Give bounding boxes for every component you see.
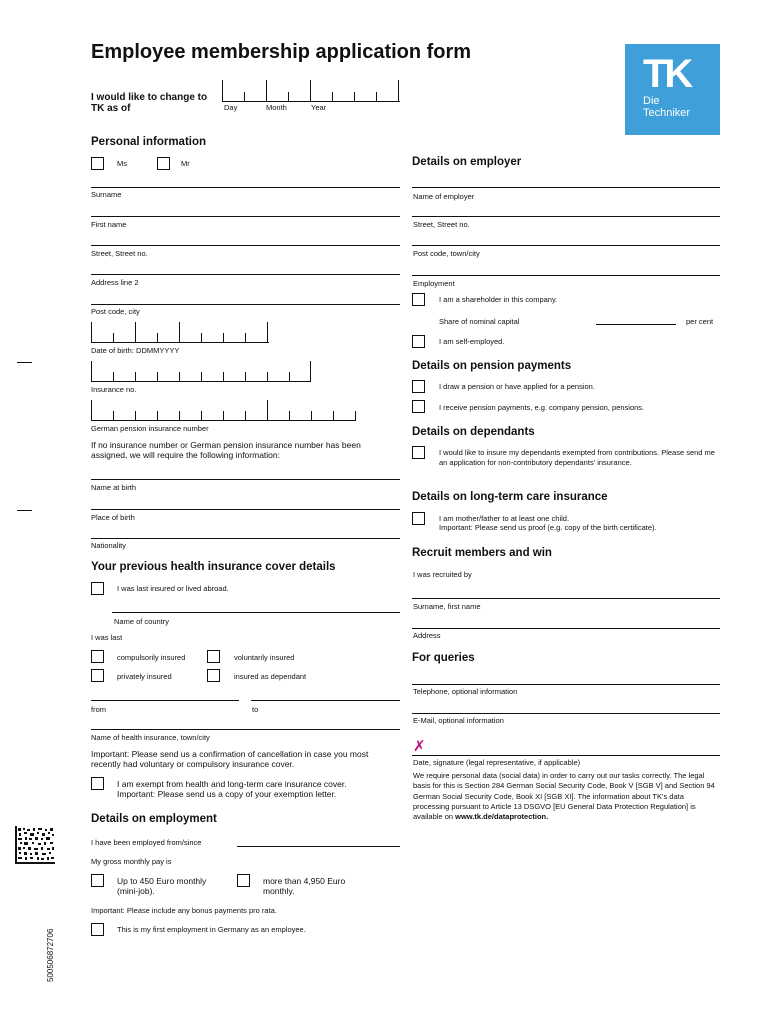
- employment-heading: Details on employment: [91, 813, 217, 825]
- change-to-tk-label: I would like to change to TK as of: [91, 92, 208, 114]
- logo-line1: Die: [643, 95, 660, 107]
- day-label: Day: [224, 103, 238, 112]
- dependant-checkbox[interactable]: [207, 669, 220, 682]
- telephone-field[interactable]: [412, 684, 720, 685]
- recruited-by-label: I was recruited by: [413, 570, 472, 579]
- exempt-note: Important: Please send us a copy of your exemption letter.: [117, 789, 337, 799]
- nationality-field[interactable]: [91, 538, 400, 539]
- pension-no-label: German pension insurance number: [91, 424, 209, 433]
- recruiter-address-field[interactable]: [412, 628, 720, 629]
- private-label: privately insured: [117, 672, 172, 681]
- share-label: Share of nominal capital: [439, 317, 520, 326]
- voluntary-label: voluntarily insured: [234, 653, 295, 662]
- first-name-field[interactable]: [91, 216, 400, 217]
- was-last-label: I was last: [91, 633, 123, 642]
- high-pay-checkbox[interactable]: [237, 874, 250, 887]
- fold-mark-top: [17, 362, 32, 363]
- start-date-field[interactable]: [222, 80, 400, 102]
- dob-label: Date of birth: DDMMYYYY: [91, 346, 180, 355]
- care-parent-checkbox[interactable]: [412, 512, 425, 525]
- datamatrix-code-icon: [15, 826, 55, 864]
- first-name-label: First name: [91, 220, 127, 229]
- since-label: I have been employed from/since: [91, 838, 202, 847]
- from-field[interactable]: [91, 700, 239, 701]
- telephone-label: Telephone, optional information: [413, 687, 518, 696]
- no-number-note: If no insurance number or German pension insurance number has been assigned, we will require the following information:: [91, 440, 361, 460]
- first-employment-checkbox[interactable]: [91, 923, 104, 936]
- pension-receive-label: I receive pension payments, e.g. company pension, pensions.: [439, 403, 645, 412]
- street-field[interactable]: [91, 245, 400, 246]
- exempt-checkbox[interactable]: [91, 777, 104, 790]
- mr-label: Mr: [181, 159, 190, 168]
- mr-checkbox[interactable]: [157, 157, 170, 170]
- shareholder-label: I am a shareholder in this company.: [439, 295, 558, 304]
- recruiter-address-label: Address: [413, 631, 441, 640]
- ms-label: Ms: [117, 159, 127, 168]
- privacy-text: [413, 771, 719, 822]
- gross-label: My gross monthly pay is: [91, 857, 172, 866]
- place-of-birth-field[interactable]: [91, 509, 400, 510]
- place-of-birth-label: Place of birth: [91, 513, 135, 522]
- country-field[interactable]: [112, 612, 400, 613]
- recruiter-name-label: Surname, first name: [413, 602, 481, 611]
- recruiter-name-field[interactable]: [412, 598, 720, 599]
- abroad-checkbox[interactable]: [91, 582, 104, 595]
- pension-applied-label: I draw a pension or have applied for a pension.: [439, 382, 595, 391]
- email-field[interactable]: [412, 713, 720, 714]
- employment-label: Employment: [413, 279, 455, 288]
- signature-field[interactable]: [412, 755, 720, 756]
- previous-heading: Your previous health insurance cover details: [91, 561, 336, 573]
- logo-line2: Techniker: [643, 107, 691, 119]
- private-checkbox[interactable]: [91, 669, 104, 682]
- month-label: Month: [266, 103, 287, 112]
- year-label: Year: [311, 103, 327, 112]
- name-at-birth-field[interactable]: [91, 479, 400, 480]
- employer-postcode-label: Post code, town/city: [413, 249, 480, 258]
- street-label: Street, Street no.: [91, 249, 148, 258]
- per-cent-label: per cent: [686, 317, 714, 326]
- employer-heading: Details on employer: [412, 156, 522, 168]
- surname-label: Surname: [91, 190, 122, 199]
- insurer-label: Name of health insurance, town/city: [91, 733, 210, 742]
- postcode-label: Post code, city: [91, 307, 140, 316]
- page-title: Employee membership application form: [91, 41, 472, 63]
- self-employed-label: I am self-employed.: [439, 337, 505, 346]
- privacy-link[interactable]: www.tk.de/dataprotection.: [455, 812, 549, 822]
- exempt-label: I am exempt from health and long-term care insurance cover.: [117, 779, 347, 789]
- minijob-checkbox[interactable]: [91, 874, 104, 887]
- high-pay-label: more than 4,950 Euro monthly.: [263, 876, 346, 896]
- share-field[interactable]: [596, 324, 676, 325]
- pension-receive-checkbox[interactable]: [412, 400, 425, 413]
- ms-checkbox[interactable]: [91, 157, 104, 170]
- name-at-birth-label: Name at birth: [91, 483, 137, 492]
- from-label: from: [91, 705, 106, 714]
- cancellation-note: Important: Please send us a confirmation of cancellation in case you most recently had voluntary or compulsory insurance cover.: [91, 749, 369, 769]
- employer-name-label: Name of employer: [413, 192, 475, 201]
- address2-field[interactable]: [91, 274, 400, 275]
- care-heading: Details on long-term care insurance: [412, 491, 608, 503]
- employer-street-label: Street, Street no.: [413, 220, 470, 229]
- to-label: to: [252, 705, 259, 714]
- employer-street-field[interactable]: [412, 216, 720, 217]
- care-parent-label: I am mother/father to at least one child.: [439, 514, 570, 523]
- compulsory-label: compulsorily insured: [117, 653, 186, 662]
- recruit-heading: Recruit members and win: [412, 547, 552, 559]
- country-label: Name of country: [114, 617, 170, 626]
- fold-mark-bottom: [17, 510, 32, 511]
- care-note: Important: Please send us proof (e.g. copy of the birth certificate).: [439, 523, 657, 532]
- pension-heading: Details on pension payments: [412, 360, 572, 372]
- employment-field[interactable]: [412, 275, 720, 276]
- since-field[interactable]: [237, 846, 400, 847]
- surname-field[interactable]: [91, 187, 400, 188]
- insurance-no-field[interactable]: [91, 361, 311, 382]
- self-employed-checkbox[interactable]: [412, 335, 425, 348]
- minijob-label: Up to 450 Euro monthly (mini-job).: [117, 876, 207, 896]
- dependants-heading: Details on dependants: [412, 426, 535, 438]
- dependant-label: insured as dependant: [234, 672, 307, 681]
- pension-applied-checkbox[interactable]: [412, 380, 425, 393]
- postcode-field[interactable]: [91, 304, 400, 305]
- first-employment-label: This is my first employment in Germany as an employee.: [117, 925, 306, 934]
- queries-heading: For queries: [412, 652, 475, 664]
- address2-label: Address line 2: [91, 278, 139, 287]
- dependants-label: I would like to insure my dependants exempted from contributions. Please send me an application for non-contributory dependants' insurance.: [439, 448, 715, 467]
- employer-name-field[interactable]: [412, 187, 720, 188]
- bonus-note: Important: Please include any bonus payments pro rata.: [91, 906, 277, 915]
- signature-label: Date, signature (legal representative, if applicable): [413, 758, 581, 767]
- form-id: 500506872706: [46, 928, 55, 982]
- insurance-no-label: Insurance no.: [91, 385, 137, 394]
- to-field[interactable]: [251, 700, 400, 701]
- abroad-label: I was last insured or lived abroad.: [117, 584, 229, 593]
- dob-field[interactable]: [91, 322, 269, 343]
- privacy-body: We require personal data (social data) in order to carry out our tasks correctly. The legal basis for this is Section 284 German Social Security Code, Book V [SGB V] and Section 94 German Social Security Code, Book XI [SGB XI]. The information about TK's data processing pursuant to Article 13 DSGVO [EU General Data Protection Regulation] is available on: [413, 771, 715, 822]
- pension-no-field[interactable]: [91, 400, 356, 421]
- insurer-field[interactable]: [91, 729, 400, 730]
- signature-mark: ✗: [413, 738, 426, 755]
- shareholder-checkbox[interactable]: [412, 293, 425, 306]
- nationality-label: Nationality: [91, 541, 127, 550]
- tk-logo: [625, 44, 720, 135]
- logo-brand: TK: [643, 52, 691, 96]
- personal-heading: Personal information: [91, 136, 207, 148]
- email-label: E-Mail, optional information: [413, 716, 504, 725]
- employer-postcode-field[interactable]: [412, 245, 720, 246]
- voluntary-checkbox[interactable]: [207, 650, 220, 663]
- compulsory-checkbox[interactable]: [91, 650, 104, 663]
- dependants-checkbox[interactable]: [412, 446, 425, 459]
